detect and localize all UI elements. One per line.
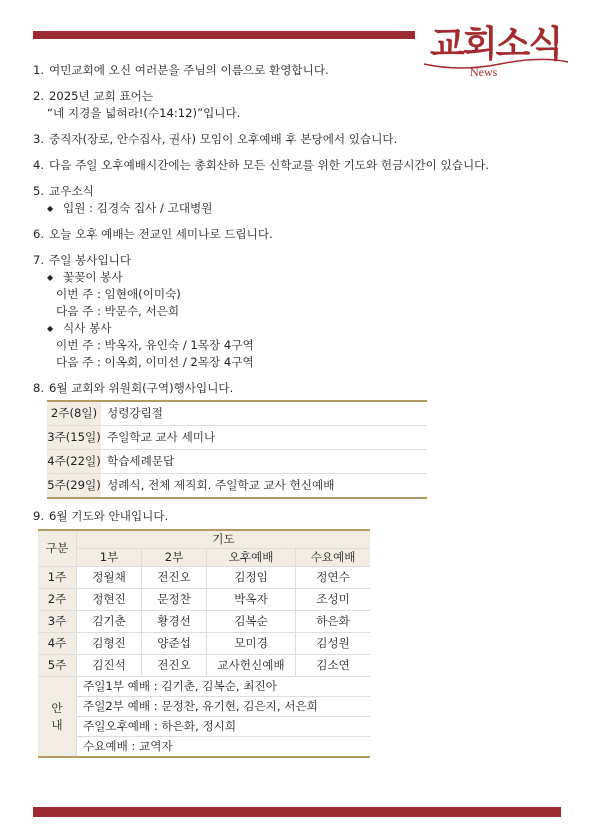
announcement-6: 6. 오늘 오후 예배는 전교인 세미나로 드립니다. bbox=[33, 227, 273, 241]
guide-label: 안 내 bbox=[38, 677, 77, 758]
announcements bbox=[33, 62, 553, 767]
bullet-item: ◆ 식사 봉사 bbox=[47, 321, 112, 335]
table-row: 2주 정현진 문정찬 박옥자 조성미 bbox=[38, 589, 370, 611]
table-row: 3주 김기춘 황경선 김복순 하은화 bbox=[38, 611, 370, 633]
bullet-item: ◆ 꽃꽂이 봉사 bbox=[47, 270, 123, 284]
table-row: 3주(15일) 주일학교 교사 세미나 bbox=[47, 426, 427, 450]
prayer-table bbox=[38, 529, 370, 758]
table-row: 5주(29일) 성례식, 전체 제직회. 주일학교 교사 헌신예배 bbox=[47, 474, 427, 499]
prayer-header: 기도 bbox=[77, 530, 371, 549]
announcement-text: 6월 교회와 위원회(구역)행사입니다. bbox=[49, 381, 234, 395]
service-line: 다음 주 : 박문수, 서은희 bbox=[56, 304, 180, 318]
announcement-text: 주일 봉사입니다 bbox=[49, 253, 132, 267]
diamond-bullet-icon: ◆ bbox=[47, 204, 54, 213]
guide-row: 주일오후예배 : 하은화, 정시희 bbox=[38, 717, 370, 737]
logo-subtitle: News bbox=[470, 65, 498, 79]
announcement-text: 오늘 오후 예배는 전교인 세미나로 드립니다. bbox=[49, 227, 273, 241]
announcement-text: 6월 기도와 안내입니다. bbox=[49, 509, 169, 523]
service-line: 이번 주 : 박옥자, 유인숙 / 1목장 4구역 bbox=[56, 338, 254, 352]
events-table bbox=[47, 400, 427, 499]
announcement-5: 5. 교우소식 ◆ 입원 : 김경숙 집사 / 고대병원 bbox=[33, 183, 553, 217]
guide-row: 안 내 주일1부 예배 : 김기춘, 김복순, 최진아 bbox=[38, 677, 370, 697]
table-header-row bbox=[38, 530, 370, 549]
logo-title: 교회소식 bbox=[430, 23, 562, 65]
bullet-item: ◆ 입원 : 김경숙 집사 / 고대병원 bbox=[47, 201, 213, 215]
guide-row: 수요예배 : 교역자 bbox=[38, 737, 370, 758]
guide-row: 주일2부 예배 : 문정찬, 유기현, 김은지, 서은희 bbox=[38, 697, 370, 717]
table-row: 4주(22일) 학습세례문답 bbox=[47, 450, 427, 474]
announcement-motto: “네 지경을 넓혀라!(수14:12)”입니다. bbox=[47, 106, 241, 120]
table-row: 2주(8일) 성령강림절 bbox=[47, 401, 427, 426]
table-row: 5주 김진석 전진오 교사헌신예배 김소연 bbox=[38, 655, 370, 677]
announcement-9: 9. 6월 기도와 안내입니다. 구분 기도 1부 2부 오후예배 수요예배 1주 정월채 전진오 김정임 정연수 2주 정현진 문정찬 박옥자 조성미 3주 김기춘 황경선 김복순 하은화 4주 김형진 양준섭 모미경 김성원 5주 김진석 전진오 교사헌신예배 김소연 안 내 주일1부 예배 : 김기춘, 김복순, 최진아 주일2부 예배 : 문정찬, 유기현, 김은지, 서은희 주일오후예배 : 하은화, 정시희 수요예배 : 교역자 bbox=[33, 508, 553, 758]
header-top-bar bbox=[33, 31, 415, 39]
announcement-3: 3. 중직자(장로, 안수집사, 권사) 모임이 오후예배 후 본당에서 있습니다. bbox=[33, 132, 398, 146]
announcement-text: 2025년 교회 표어는 bbox=[49, 89, 154, 103]
announcement-7: 7. 주일 봉사입니다 ◆ 꽃꽂이 봉사 이번 주 : 임현애(이미숙) 다음 주 : 박문수, 서은희 ◆ 식사 봉사 이번 주 : 박옥자, 유인숙 / 1목장 4구역 다음 주 : 이옥희, 이미선 / 2목장 4구역 bbox=[33, 252, 553, 371]
service-line: 이번 주 : 임현애(이미숙) bbox=[56, 287, 181, 301]
announcement-8: 8. 6월 교회와 위원회(구역)행사입니다. 2주(8일) 성령강림절 3주(15일) 주일학교 교사 세미나 4주(22일) 학습세례문답 5주(29일) 성례식, 전체 제직회. 주일학교 교사 헌신예배 bbox=[33, 380, 553, 499]
announcement-text: 여민교회에 오신 여러분을 주님의 이름으로 환영합니다. bbox=[49, 63, 329, 77]
announcement-text: 다음 주일 오후예배시간에는 총회산하 모든 신학교를 위한 기도와 헌금시간이 있습니다. bbox=[49, 158, 490, 172]
table-row: 1주 정월채 전진오 김정임 정연수 bbox=[38, 567, 370, 589]
service-line: 다음 주 : 이옥희, 이미선 / 2목장 4구역 bbox=[56, 355, 254, 369]
announcement-2: 2. 2025년 교회 표어는 “네 지경을 넓혀라!(수14:12)”입니다. bbox=[33, 88, 553, 122]
announcement-1: 1. 여민교회에 오신 여러분을 주님의 이름으로 환영합니다. bbox=[33, 63, 329, 77]
announcement-text: 중직자(장로, 안수집사, 권사) 모임이 오후예배 후 본당에서 있습니다. bbox=[49, 132, 398, 146]
table-row: 4주 김형진 양준섭 모미경 김성원 bbox=[38, 633, 370, 655]
announcement-text: 교우소식 bbox=[49, 184, 94, 198]
footer-bar bbox=[33, 807, 561, 817]
announcement-4: 4. 다음 주일 오후예배시간에는 총회산하 모든 신학교를 위한 기도와 헌금시간이 있습니다. bbox=[33, 158, 490, 172]
diamond-bullet-icon: ◆ bbox=[47, 324, 54, 333]
group-header: 구분 bbox=[38, 530, 77, 567]
diamond-bullet-icon: ◆ bbox=[47, 273, 54, 282]
table-header-row: 1부 2부 오후예배 수요예배 bbox=[38, 549, 370, 567]
